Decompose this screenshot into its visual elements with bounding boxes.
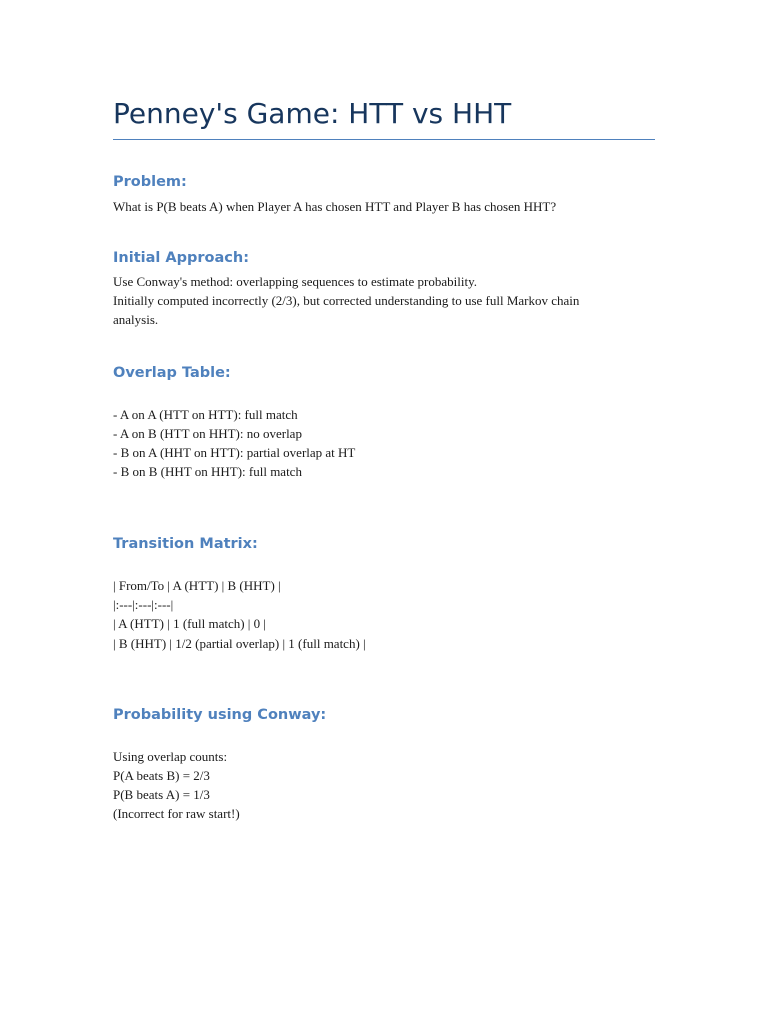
problem-text: What is P(B beats A) when Player A has chosen HTT and Player B has chosen HHT? bbox=[113, 199, 557, 214]
problem-heading: Problem: bbox=[113, 174, 187, 190]
initial-approach-line-2: Initially computed incorrectly (2/3), but corrected understanding to use full Markov chain bbox=[113, 293, 580, 308]
matrix-line-4: | B (HHT) | 1/2 (partial overlap) | 1 (full match) | bbox=[113, 636, 366, 651]
initial-approach-line-1: Use Conway's method: overlapping sequences to estimate probability. bbox=[113, 274, 477, 289]
probability-conway-heading: Probability using Conway: bbox=[113, 707, 327, 723]
overlap-line-2: - A on B (HTT on HHT): no overlap bbox=[113, 426, 302, 441]
overlap-line-4: - B on B (HHT on HHT): full match bbox=[113, 464, 302, 479]
initial-approach-heading: Initial Approach: bbox=[113, 250, 249, 266]
matrix-line-3: | A (HTT) | 1 (full match) | 0 | bbox=[113, 616, 267, 631]
matrix-line-2: |:---|:---|:---| bbox=[113, 597, 174, 612]
document-title: Penney's Game: HTT vs HHT bbox=[113, 97, 512, 130]
transition-matrix-heading: Transition Matrix: bbox=[113, 536, 258, 552]
probability-line-2: P(A beats B) = 2/3 bbox=[113, 768, 210, 783]
probability-line-4: (Incorrect for raw start!) bbox=[113, 806, 240, 821]
probability-line-3: P(B beats A) = 1/3 bbox=[113, 787, 210, 802]
probability-line-1: Using overlap counts: bbox=[113, 749, 228, 764]
overlap-line-1: - A on A (HTT on HTT): full match bbox=[113, 407, 298, 422]
matrix-line-1: | From/To | A (HTT) | B (HHT) | bbox=[113, 578, 281, 593]
title-underline bbox=[113, 139, 655, 140]
initial-approach-line-3: analysis. bbox=[113, 312, 159, 327]
overlap-line-3: - B on A (HHT on HTT): partial overlap at HT bbox=[113, 445, 356, 460]
overlap-table-heading: Overlap Table: bbox=[113, 365, 231, 381]
